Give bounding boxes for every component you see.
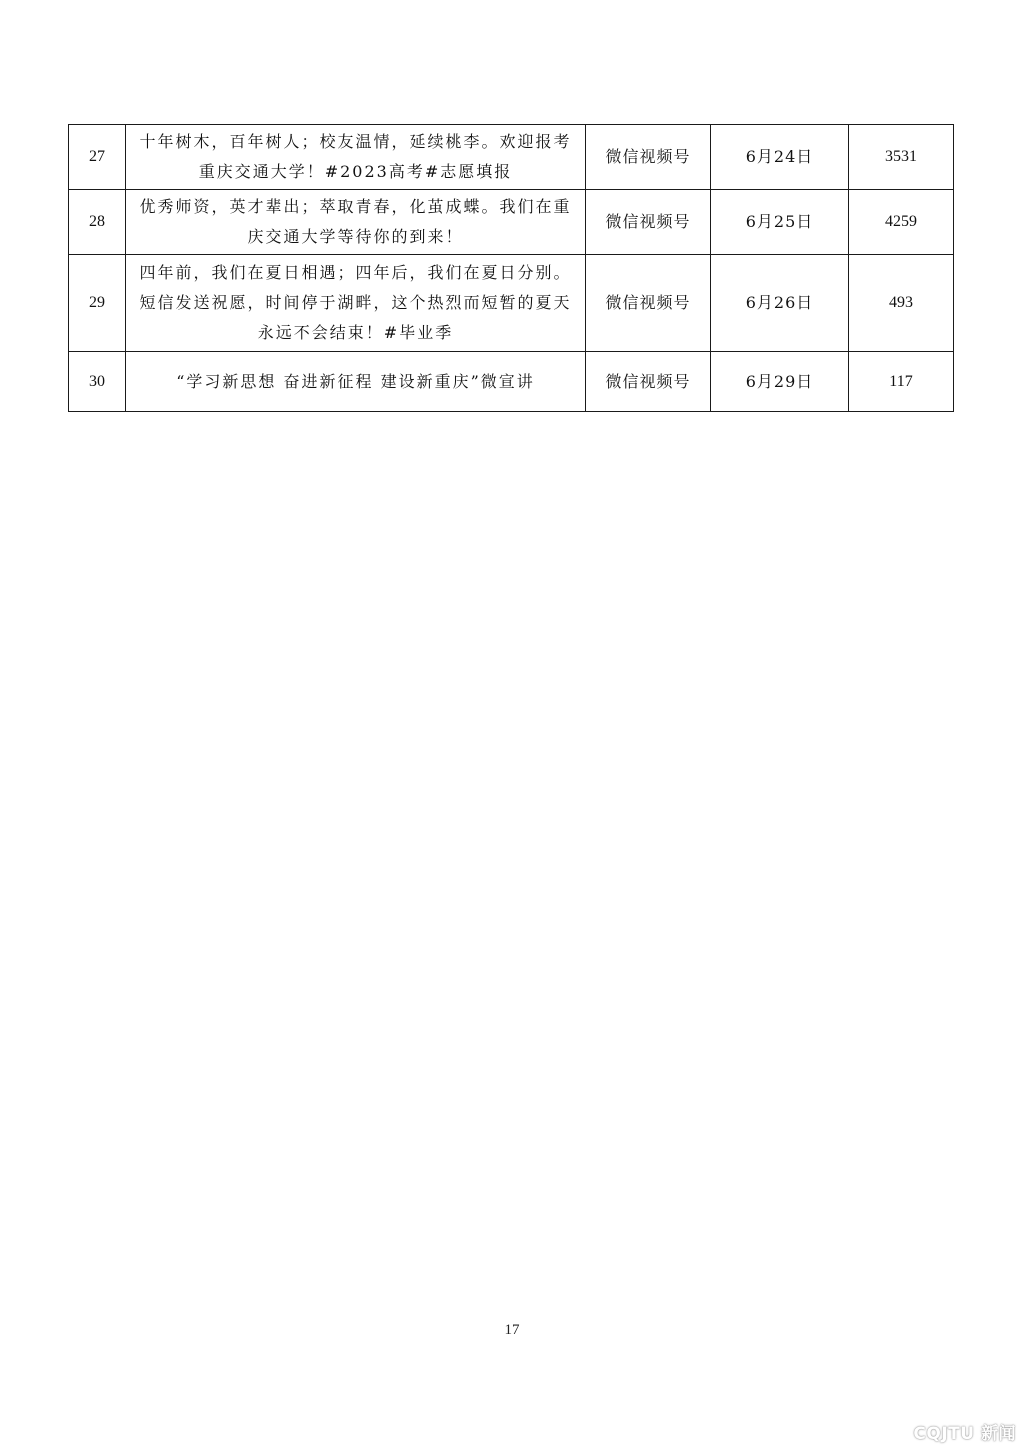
page-number: 17 [504,1322,520,1338]
row-platform: 微信视频号 [586,190,711,255]
row-count: 3531 [849,125,954,190]
row-count: 493 [849,255,954,352]
row-title: 十年树木，百年树人；校友温情，延续桃李。欢迎报考重庆交通大学！#2023高考#志愿填报 [126,125,586,190]
row-count: 117 [849,352,954,412]
table-row [69,190,954,255]
watermark-logo: CQJTU 新闻 [913,1424,1016,1444]
table-row [69,125,954,190]
table-row [69,255,954,352]
row-platform: 微信视频号 [586,352,711,412]
row-title: 优秀师资，英才辈出；萃取青春，化茧成蝶。我们在重庆交通大学等待你的到来！ [126,190,586,255]
row-count: 4259 [849,190,954,255]
row-date: 6月26日 [711,255,849,352]
row-date: 6月29日 [711,352,849,412]
row-number: 27 [69,125,126,190]
row-title: 四年前，我们在夏日相遇；四年后，我们在夏日分别。短信发送祝愿，时间停于湖畔，这个热烈而短暂的夏天永远不会结束！#毕业季 [126,255,586,352]
row-date: 6月24日 [711,125,849,190]
row-platform: 微信视频号 [586,125,711,190]
row-number: 30 [69,352,126,412]
row-date: 6月25日 [711,190,849,255]
row-platform: 微信视频号 [586,255,711,352]
row-number: 29 [69,255,126,352]
data-table [68,124,954,412]
table-row [69,352,954,412]
row-title: “学习新思想 奋进新征程 建设新重庆”微宣讲 [126,352,586,412]
row-number: 28 [69,190,126,255]
